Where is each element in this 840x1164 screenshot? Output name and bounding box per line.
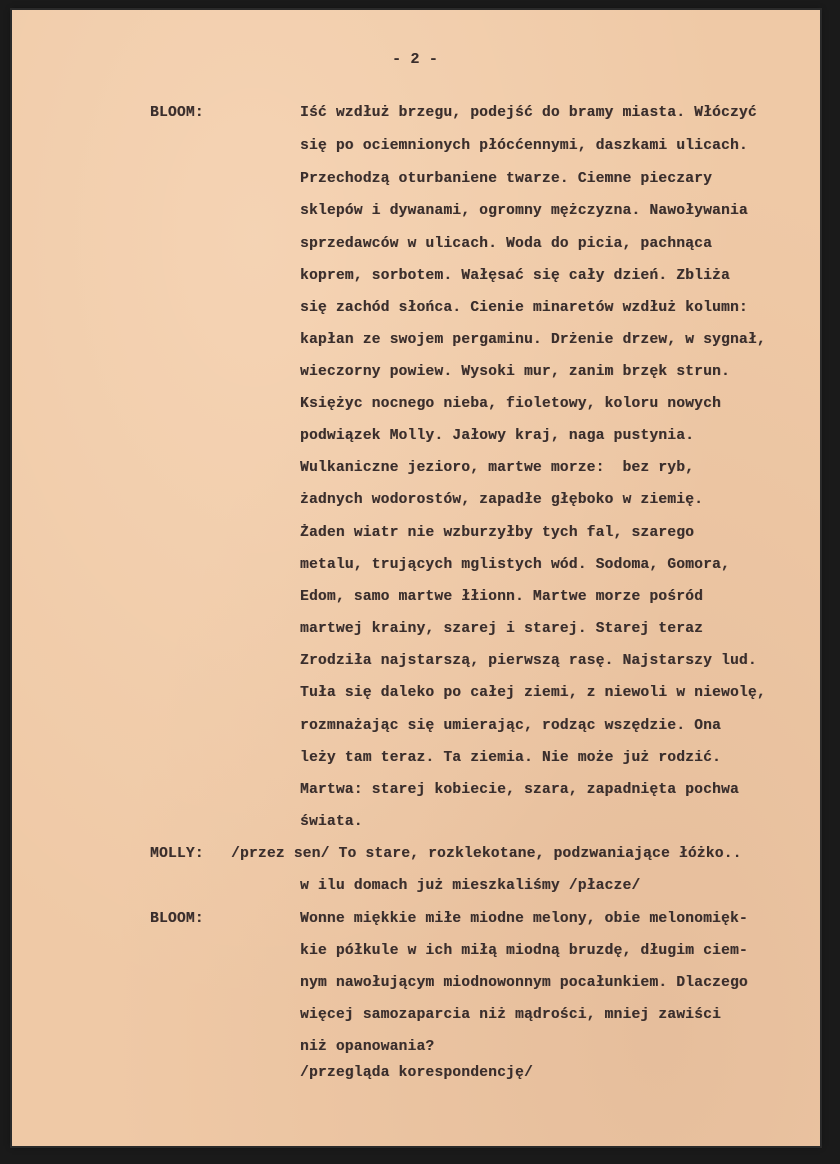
text-line: leży tam teraz. Ta ziemia. Nie może już rodzić. — [300, 750, 722, 766]
text-line: koprem, sorbotem. Wałęsać się cały dzień. Zbliża — [300, 268, 730, 284]
stage-direction: /przegląda korespondencję/ — [300, 1065, 533, 1081]
text-line: Zrodziła najstarszą, pierwszą rasę. Najstarszy lud. — [300, 653, 757, 669]
text-line: Iść wzdłuż brzegu, podejść do bramy miasta. Włóczyć — [300, 105, 757, 121]
speaker-bloom-1: BLOOM: — [150, 105, 204, 121]
text-line: sklepów i dywanami, ogromny mężczyzna. Nawoływania — [300, 203, 748, 219]
text-line: żadnych wodorostów, zapadłe głęboko w ziemię. — [300, 492, 704, 508]
text-line: Wulkaniczne jezioro, martwe morze: bez ryb, — [300, 460, 695, 476]
text-line: więcej samozaparcia niż mądrości, mniej zawiści — [300, 1007, 722, 1023]
text-line: się zachód słońca. Cienie minaretów wzdłuż kolumn: — [300, 300, 748, 316]
text-line: Martwa: starej kobiecie, szara, zapadnięta pochwa — [300, 782, 739, 798]
typewritten-page — [12, 10, 820, 1146]
text-line: Wonne miękkie miłe miodne melony, obie melonomięk- — [300, 911, 748, 927]
text-line: Księżyc nocnego nieba, fioletowy, koloru nowych — [300, 396, 722, 412]
text-line: kapłan ze swojem pergaminu. Drżenie drzew, w sygnał, — [300, 332, 766, 348]
text-line: nym nawołującym miodnowonnym pocałunkiem. Dlaczego — [300, 975, 748, 991]
speaker-molly: MOLLY: — [150, 846, 204, 862]
text-line: Przechodzą oturbaniene twarze. Ciemne pieczary — [300, 171, 713, 187]
speaker-bloom-2: BLOOM: — [150, 911, 204, 927]
text-line: rozmnażając się umierając, rodząc wszędzie. Ona — [300, 718, 722, 734]
text-line: Edom, samo martwe łłionn. Martwe morze pośród — [300, 589, 704, 605]
text-line: niż opanowania? — [300, 1039, 435, 1055]
text-line: martwej krainy, szarej i starej. Starej teraz — [300, 621, 704, 637]
text-line: sprzedawców w ulicach. Woda do picia, pachnąca — [300, 236, 713, 252]
page-number: - 2 - — [392, 51, 439, 68]
text-line: Żaden wiatr nie wzburzyłby tych fal, szarego — [300, 525, 695, 541]
text-line: metalu, trujących mglistych wód. Sodoma, Gomora, — [300, 557, 730, 573]
text-line: kie półkule w ich miłą miodną bruzdę, długim ciem- — [300, 943, 748, 959]
molly-first-line: /przez sen/ To stare, rozklekotane, podzwaniające łóżko.. — [231, 846, 742, 862]
text-line: świata. — [300, 814, 363, 830]
text-line: wieczorny powiew. Wysoki mur, zanim brzęk strun. — [300, 364, 730, 380]
text-line: podwiązek Molly. Jałowy kraj, naga pustynia. — [300, 428, 695, 444]
text-line: się po ociemnionych płócćennymi, daszkami ulicach. — [300, 138, 748, 154]
text-line: Tuła się daleko po całej ziemi, z niewoli w niewolę, — [300, 685, 766, 701]
text-line: w ilu domach już mieszkaliśmy /płacze/ — [300, 878, 641, 894]
